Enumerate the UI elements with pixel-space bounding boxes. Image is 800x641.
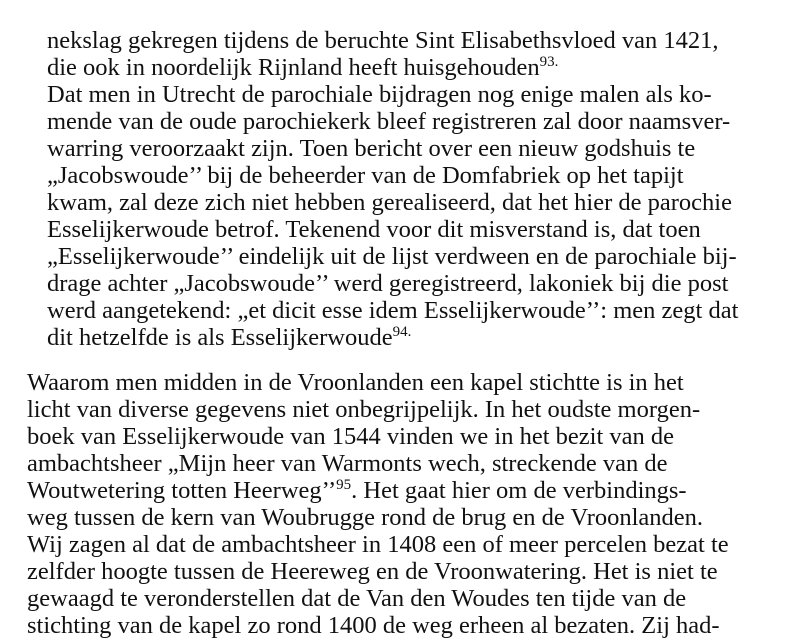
text-line: mende van de oude parochiekerk bleef registreren zal door naamsver- <box>47 108 731 135</box>
text-line: Wij zagen al dat de ambachtsheer in 1408 een of meer percelen bezat te <box>27 531 729 558</box>
text-line: warring veroorzaakt zijn. Toen bericht over een nieuw godshuis te <box>47 135 696 162</box>
text-line: kwam, zal deze zich niet hebben gerealiseerd, dat het hier de parochie <box>47 189 732 216</box>
text-line: dit hetzelfde is als Esselijkerwoude$^{94.}$ <box>47 324 412 351</box>
text-line: Esselijkerwoude betrof. Tekenend voor dit misverstand is, dat toen <box>47 216 701 243</box>
text-line: licht van diverse gegevens niet onbegrijpelijk. In het oudste morgen- <box>27 396 701 423</box>
text-line: boek van Esselijkerwoude van 1544 vinden we in het bezit van de <box>27 423 675 450</box>
footnote-ref-93: 93. <box>539 54 559 70</box>
text-line: Dat men in Utrecht de parochiale bijdragen nog enige malen als ko- <box>47 81 712 108</box>
text-line: „Esselijkerwoude’’ eindelijk uit de lijst verdween en de parochiale bij- <box>47 243 737 270</box>
text-line: weg tussen de kern van Woubrugge rond de brug en de Vroonlanden. <box>27 504 704 531</box>
text-line: zelfder hoogte tussen de Heereweg en de Vroonwatering. Het is niet te <box>27 558 718 585</box>
text-line: ambachtsheer „Mijn heer van Warmonts wech, streckende van de <box>27 450 668 477</box>
text-line: gewaagd te veronderstellen dat de Van den Woudes ten tijde van de <box>27 585 687 612</box>
text-line: werd aangetekend: „et dicit esse idem Esselijkerwoude’’: men zegt dat <box>47 297 739 324</box>
text-line: stichting van de kapel zo rond 1400 de weg erheen al bezaten. Zij had- <box>27 612 720 639</box>
footnote-ref-95: 95 <box>336 477 352 493</box>
text-line: nekslag gekregen tijdens de beruchte Sint Elisabethsvloed van 1421, <box>47 27 719 54</box>
text-line: Waarom men midden in de Vroonlanden een kapel stichtte is in het <box>27 369 684 396</box>
text-line: drage achter „Jacobswoude’’ werd geregistreerd, lakoniek bij die post <box>47 270 729 297</box>
text-line: die ook in noordelijk Rijnland heeft huisgehouden$^{93.}$ <box>47 54 559 81</box>
text-line: Woutwetering totten Heerweg’’$^{95}$. Het gaat hier om de verbindings- <box>27 477 687 504</box>
footnote-ref-94: 94. <box>392 324 412 340</box>
text-line: „Jacobswoude’’ bij de beheerder van de Domfabriek op het tapijt <box>47 162 684 189</box>
